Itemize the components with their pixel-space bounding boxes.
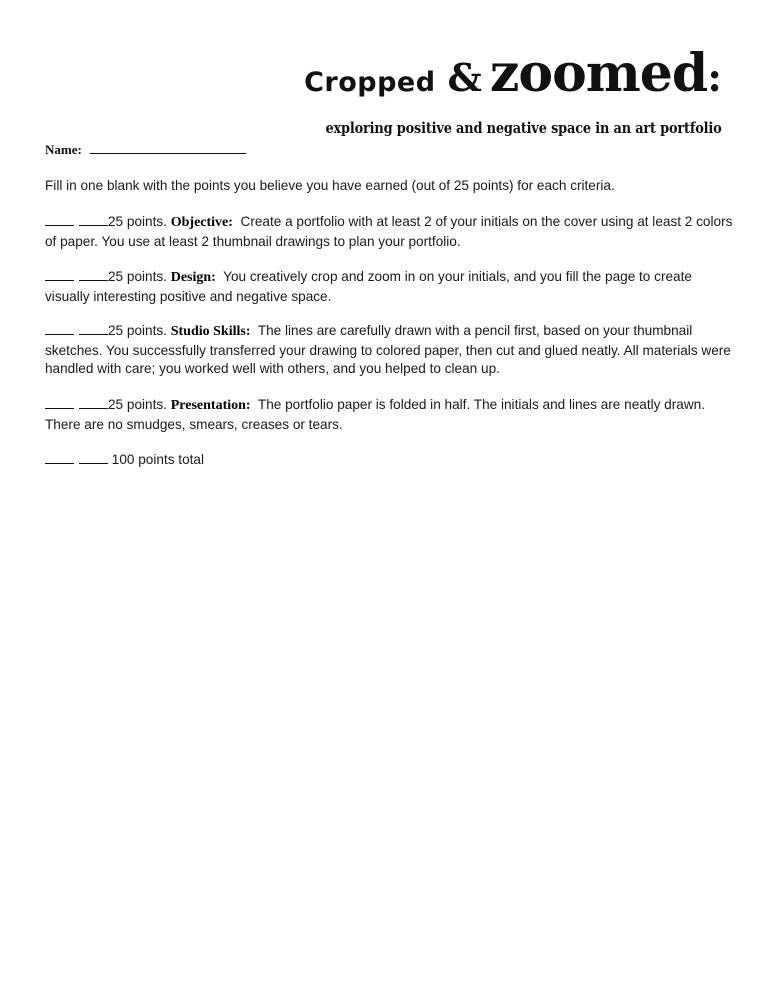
score-blank[interactable]: [79, 396, 108, 409]
title-word-cropped: Cropped: [304, 67, 436, 98]
score-blank[interactable]: [79, 213, 108, 226]
criterion-points: 25 points.: [108, 397, 167, 412]
score-blank[interactable]: [45, 322, 74, 335]
title-colon: :: [707, 54, 722, 101]
criterion-heading: Studio Skills:: [170, 324, 251, 339]
criterion-text: Create a portfolio with at least 2 of your initials on the cover using at least 2 colors of paper. You use at least 2 thumbnail drawings to plan your portfolio.: [45, 214, 733, 249]
score-blank[interactable]: [45, 451, 74, 464]
criterion-heading: Presentation:: [170, 398, 251, 413]
criterion-presentation: [45, 396, 735, 434]
criterion-text: You creatively crop and zoom in on your initials, and you fill the page to create visually interesting positive and negative space.: [45, 269, 692, 304]
criterion-objective: [45, 213, 735, 251]
score-blank[interactable]: [79, 268, 108, 281]
score-blank[interactable]: [45, 268, 74, 281]
score-blank[interactable]: [79, 451, 108, 464]
criterion-heading: Design:: [170, 270, 216, 285]
criterion-text: The portfolio paper is folded in half. The initials and lines are neatly drawn. There are no smudges, smears, creases or tears.: [45, 397, 705, 432]
name-label: Name:: [45, 142, 82, 157]
name-row: [45, 141, 246, 158]
total-row: [45, 451, 735, 470]
criterion-text: The lines are carefully drawn with a pencil first, based on your thumbnail sketches. You successfully transferred your drawing to colored paper, then cut and glued neatly. All materials were handled with care; you worked well with others, and you helped to clean up.: [45, 323, 731, 376]
total-label: 100 points total: [111, 452, 204, 467]
criterion-points: 25 points.: [108, 214, 167, 229]
criterion-points: 25 points.: [108, 269, 167, 284]
score-blank[interactable]: [79, 322, 108, 335]
name-blank[interactable]: [90, 141, 246, 154]
criterion-points: 25 points.: [108, 323, 167, 338]
title-ampersand: &: [447, 55, 482, 100]
criterion-design: [45, 268, 735, 306]
page-title: [304, 43, 722, 104]
page-subtitle: exploring positive and negative space in an art portfolio: [325, 119, 722, 137]
score-blank[interactable]: [45, 396, 74, 409]
criterion-heading: Objective:: [170, 215, 233, 230]
title-word-zoomed: zoomed: [489, 43, 708, 104]
criterion-studio-skills: [45, 322, 735, 379]
score-blank[interactable]: [45, 213, 74, 226]
instructions: Fill in one blank with the points you believe you have earned (out of 25 points) for each criteria.: [45, 178, 615, 193]
